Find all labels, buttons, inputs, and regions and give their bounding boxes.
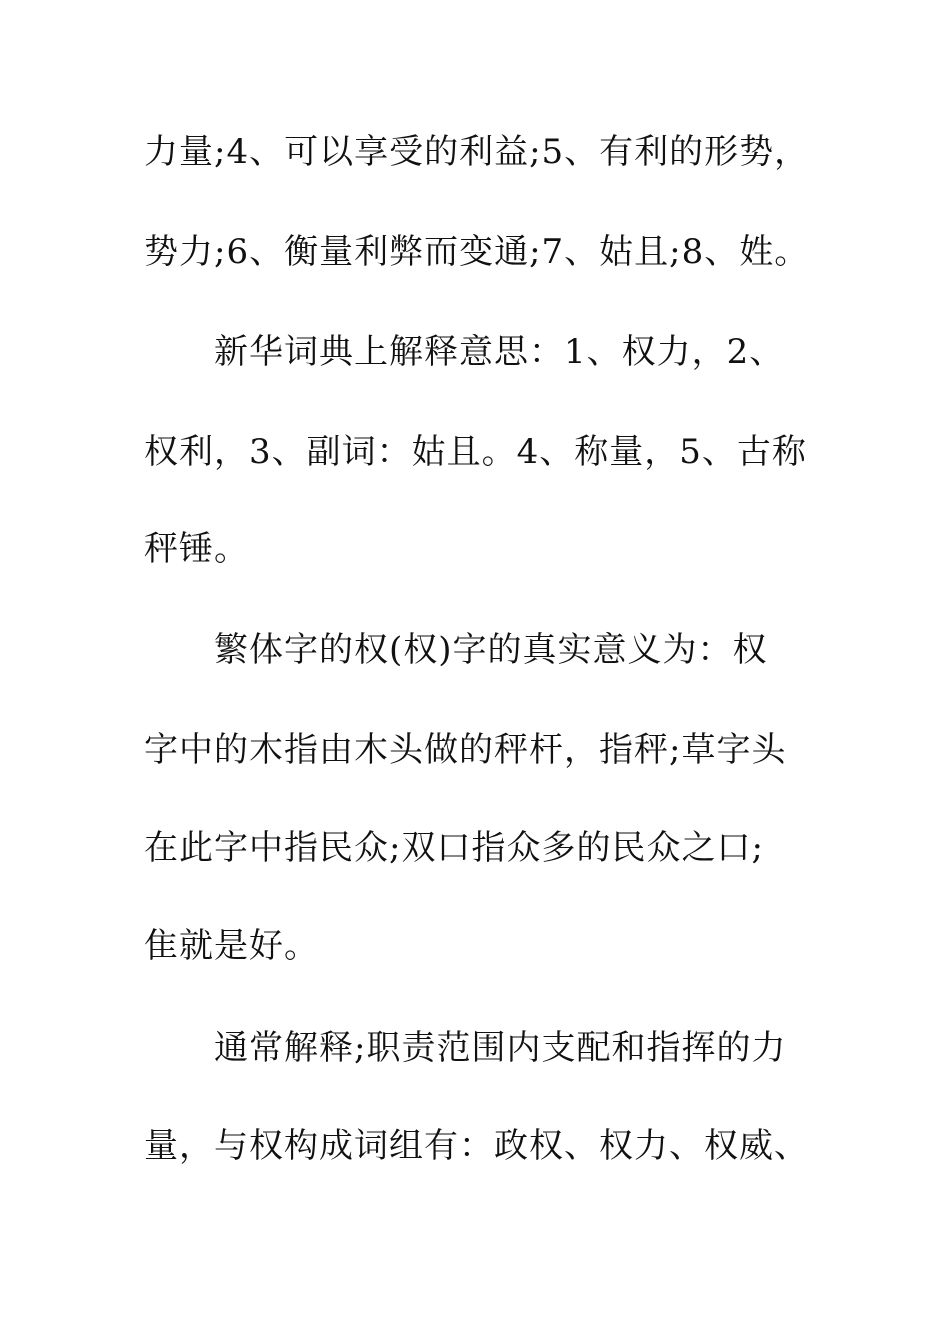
text-line: 秤锤。	[144, 529, 249, 569]
text-line: 势力;6、衡量利弊而变通;7、姑且;8、姓。	[144, 232, 810, 272]
paragraph-start-line: 新华词典上解释意思：1、权力，2、	[214, 332, 785, 372]
text-line: 在此字中指民众;双口指众多的民众之口;	[144, 828, 764, 868]
text-line: 隹就是好。	[144, 926, 319, 966]
paragraph-start-line: 通常解释;职责范围内支配和指挥的力	[214, 1028, 787, 1068]
text-line: 字中的木指由木头做的秤杆，指秤;草字头	[144, 730, 787, 770]
paragraph-start-line: 繁体字的权(权)字的真实意义为：权	[214, 630, 768, 670]
text-line: 量，与权构成词组有：政权、权力、权威、	[144, 1126, 809, 1166]
text-line: 力量;4、可以享受的利益;5、有利的形势，	[144, 132, 810, 172]
text-line: 权利，3、副词：姑且。4、称量，5、古称	[144, 432, 807, 472]
